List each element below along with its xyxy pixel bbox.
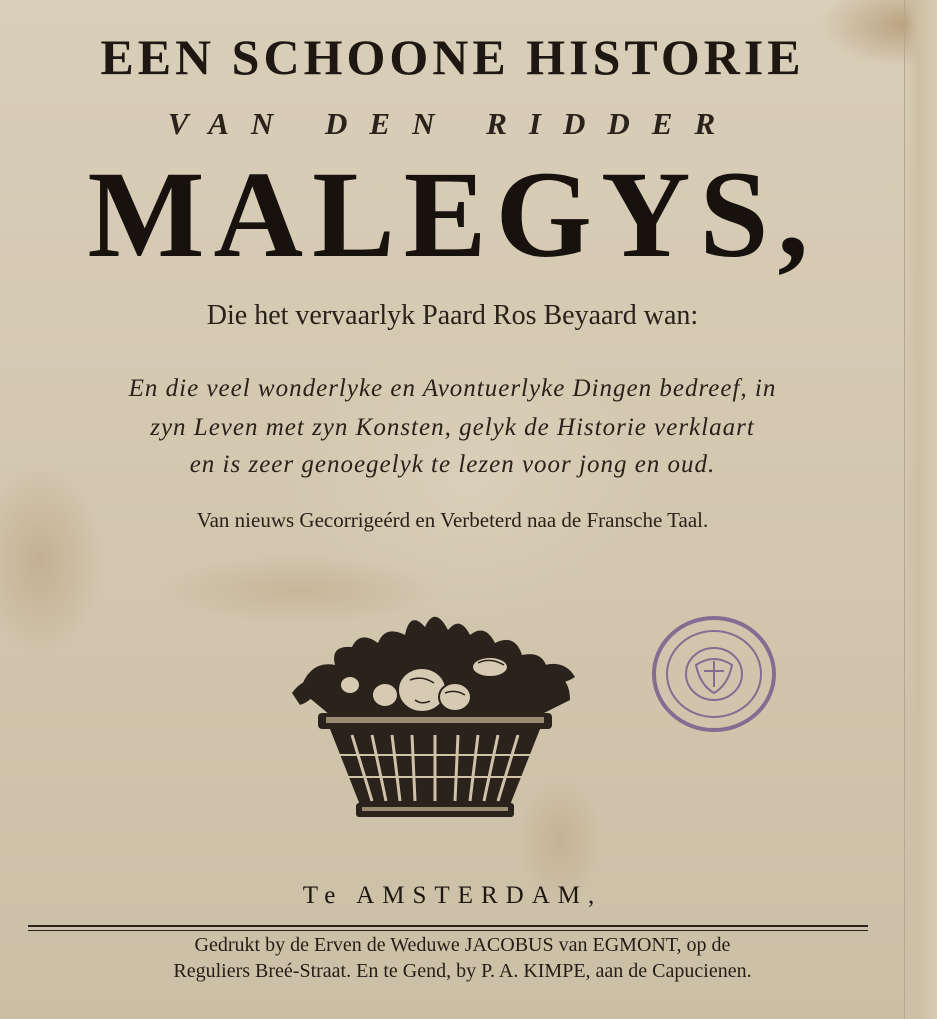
title-line-1: EEN SCHOONE HISTORIE <box>100 29 805 85</box>
description-line-3: en is zeer genoegelyk te lezen voor jong en oud. <box>189 451 716 478</box>
main-title: MALEGYS, <box>87 146 818 283</box>
title-line-2: VAN DEN RIDDER <box>167 106 738 141</box>
fruit-basket-woodcut-icon <box>290 605 580 834</box>
library-stamp-icon <box>650 613 778 739</box>
imprint-city: Te AMSTERDAM, <box>302 882 603 909</box>
correction-note: Van nieuws Gecorrigeérd en Verbeterd naa de Fransche Taal. <box>196 508 709 532</box>
page-edge <box>904 0 937 1019</box>
divider-rule <box>28 925 868 927</box>
subtitle: Die het vervaarlyk Paard Ros Beyaard wan: <box>206 300 699 331</box>
imprint-line-2: Reguliers Breé-Straat. En te Gend, by P. A. KIMPE, aan de Capucienen. <box>173 960 752 982</box>
description-line-2: zyn Leven met zyn Konsten, gelyk de Historie verklaart <box>150 414 755 441</box>
divider-rule-thin <box>28 930 868 931</box>
imprint-line-1: Gedrukt by de Erven de Weduwe JACOBUS van EGMONT, op de <box>194 934 731 956</box>
description-line-1: En die veel wonderlyke en Avontuerlyke Dingen bedreef, in <box>128 375 777 402</box>
